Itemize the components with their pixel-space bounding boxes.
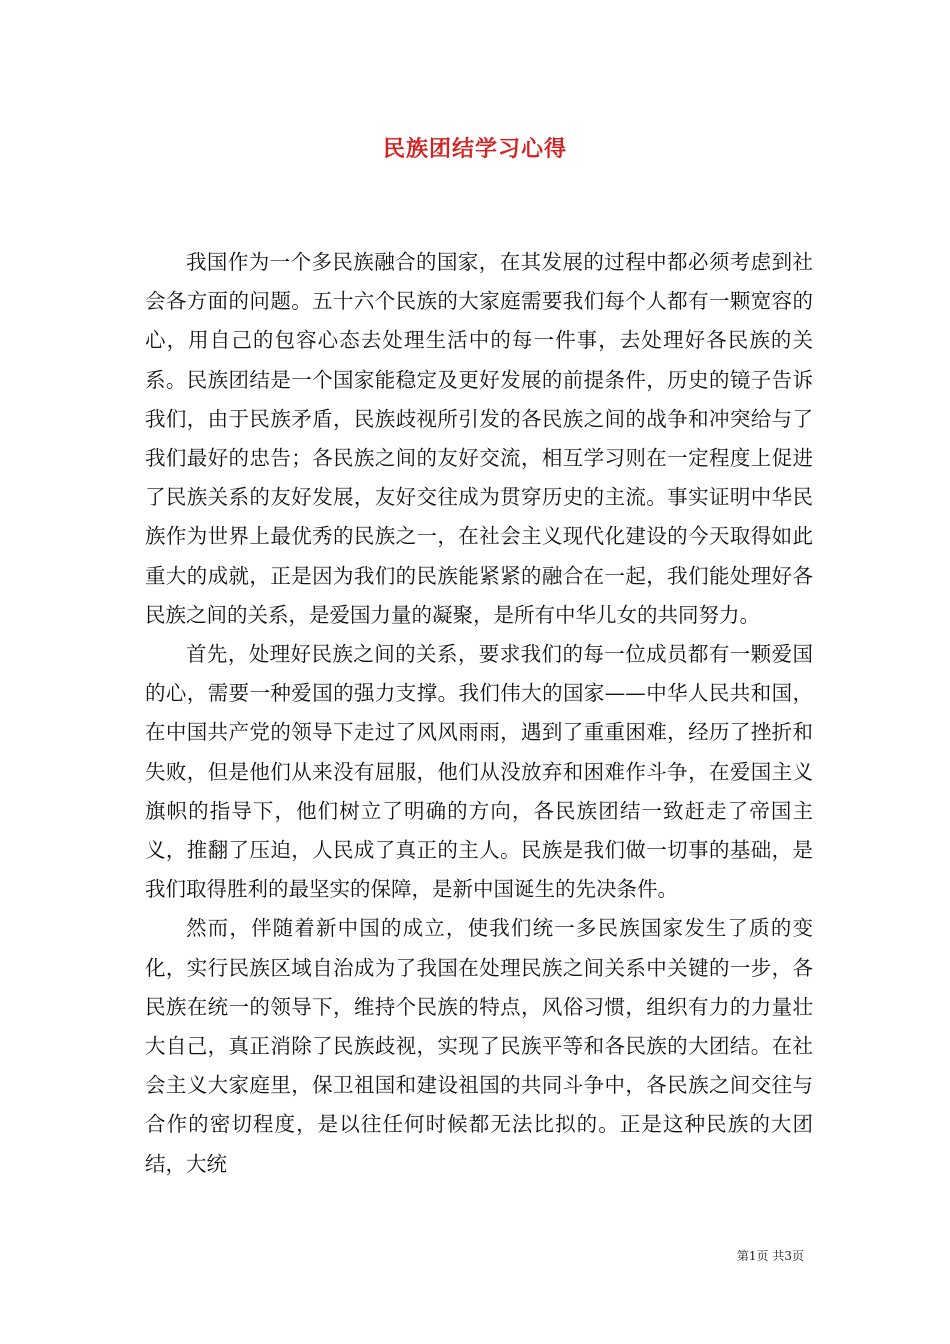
document-title: 民族团结学习心得 xyxy=(382,136,567,162)
document-body xyxy=(145,243,813,1184)
paragraph-1: 我国作为一个多民族融合的国家，在其发展的过程中都必须考虑到社会各方面的问题。五十六个民族的大家庭需要我们每个人都有一颗宽容的心，用自己的包容心态去处理生活中的每一件事，去处理好各民族的关系。民族团结是一个国家能稳定及更好发展的前提条件，历史的镜子告诉我们，由于民族矛盾，民族歧视所引发的各民族之间的战争和冲突给与了我们最好的忠告；各民族之间的友好交流，相互学习则在一定程度上促进了民族关系的友好发展，友好交往成为贯穿历史的主流。事实证明中华民族作为世界上最优秀的民族之一，在社会主义现代化建设的今天取得如此重大的成就，正是因为我们的民族能紧紧的融合在一起，我们能处理好各民族之间的关系，是爱国力量的凝聚，是所有中华儿女的共同努力。 xyxy=(145,250,813,627)
page-number-footer: 第1页 共3页 xyxy=(736,1249,804,1263)
paragraph-2: 首先，处理好民族之间的关系，要求我们的每一位成员都有一颗爱国的心，需要一种爱国的强力支撑。我们伟大的国家——中华人民共和国，在中国共产党的领导下走过了风风雨雨，遇到了重重困难，经历了挫折和失败，但是他们从来没有屈服，他们从没放弃和困难作斗争，在爱国主义旗帜的指导下，他们树立了明确的方向，各民族团结一致赶走了帝国主义，推翻了压迫，人民成了真正的主人。民族是我们做一切事的基础，是我们取得胜利的最坚实的保障，是新中国诞生的先决条件。 xyxy=(145,642,813,902)
paragraph-3: 然而，伴随着新中国的成立，使我们统一多民族国家发生了质的变化，实行民族区域自治成为了我国在处理民族之间关系中关键的一步，各民族在统一的领导下，维持个民族的特点，风俗习惯，组织有力的力量壮大自己，真正消除了民族歧视，实现了民族平等和各民族的大团结。在社会主义大家庭里，保卫祖国和建设祖国的共同斗争中，各民族之间交往与合作的密切程度，是以往任何时候都无法比拟的。正是这种民族的大团结，大统 xyxy=(145,916,813,1176)
